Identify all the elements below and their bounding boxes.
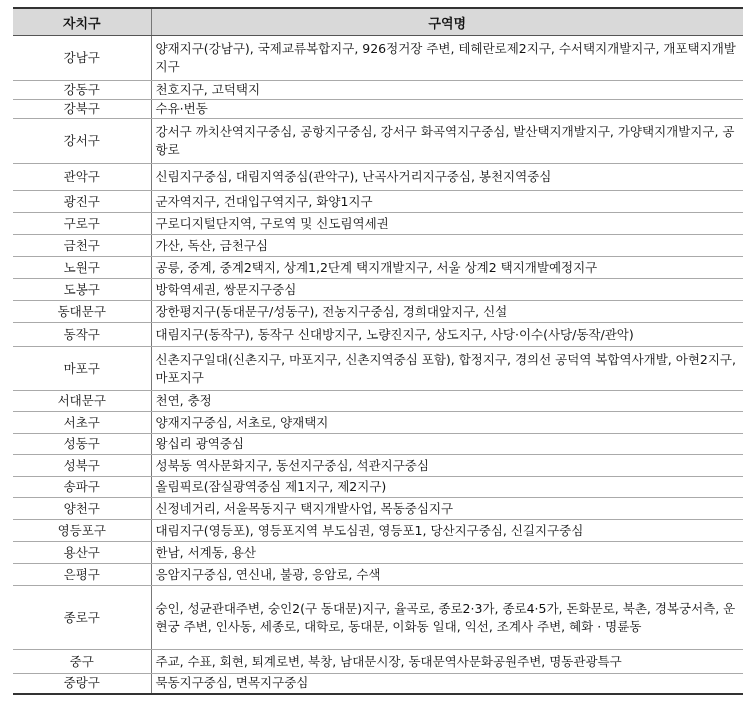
table-row: [13, 235, 743, 257]
district-cell: 서초구: [13, 412, 151, 434]
district-cell: 관악구: [13, 164, 151, 191]
zone-cell: 성북동 역사문화지구, 동선지구중심, 석관지구중심: [151, 455, 743, 477]
table-row: [13, 36, 743, 81]
table-row: [13, 477, 743, 498]
table-row: [13, 164, 743, 191]
zone-cell: 신정네거리, 서울목동지구 택지개발사업, 목동중심지구: [151, 498, 743, 520]
district-cell: 영등포구: [13, 520, 151, 542]
zone-cell: 대림지구(영등포), 영등포지역 부도심권, 영등포1, 당산지구중심, 신길지구중심: [151, 520, 743, 542]
district-cell: 종로구: [13, 586, 151, 650]
table-row: [13, 542, 743, 564]
district-cell: 중랑구: [13, 674, 151, 694]
district-cell: 강서구: [13, 119, 151, 164]
zone-cell: 주교, 수표, 회현, 퇴계로변, 북창, 남대문시장, 동대문역사문화공원주변, 명동관광특구: [151, 650, 743, 674]
zone-cell: 왕십리 광역중심: [151, 434, 743, 455]
district-cell: 노원구: [13, 257, 151, 279]
district-cell: 금천구: [13, 235, 151, 257]
zone-cell: 신림지구중심, 대림지역중심(관악구), 난곡사거리지구중심, 봉천지역중심: [151, 164, 743, 191]
zone-cell: 대림지구(동작구), 동작구 신대방지구, 노량진지구, 상도지구, 사당·이수(사당/동작/관악): [151, 323, 743, 347]
zone-cell: 올림픽로(잠실광역중심 제1지구, 제2지구): [151, 477, 743, 498]
district-zone-table: [13, 7, 743, 695]
zone-cell: 한남, 서계동, 용산: [151, 542, 743, 564]
table-row: [13, 119, 743, 164]
zone-cell: 군자역지구, 건대입구역지구, 화양1지구: [151, 191, 743, 213]
district-cell: 도봉구: [13, 279, 151, 301]
district-cell: 광진구: [13, 191, 151, 213]
district-cell: 강북구: [13, 100, 151, 119]
table-row: [13, 301, 743, 323]
district-cell: 서대문구: [13, 391, 151, 412]
table-row: [13, 455, 743, 477]
district-cell: 중구: [13, 650, 151, 674]
district-cell: 송파구: [13, 477, 151, 498]
table-row: [13, 520, 743, 542]
zone-cell: 양재지구중심, 서초로, 양재택지: [151, 412, 743, 434]
district-cell: 동작구: [13, 323, 151, 347]
district-cell: 강남구: [13, 36, 151, 81]
district-cell: 마포구: [13, 347, 151, 391]
header-zone: 구역명: [151, 8, 743, 36]
table-row: [13, 674, 743, 694]
table-row: [13, 564, 743, 586]
zone-cell: 양재지구(강남구), 국제교류복합지구, 926정거장 주변, 테헤란로제2지구, 수서택지개발지구, 개포택지개발지구: [151, 36, 743, 81]
zone-cell: 공릉, 중계, 중계2택지, 상계1,2단계 택지개발지구, 서울 상계2 택지개발예정지구: [151, 257, 743, 279]
table-row: [13, 100, 743, 119]
table-row: [13, 81, 743, 100]
district-cell: 강동구: [13, 81, 151, 100]
table-row: [13, 650, 743, 674]
zone-cell: 천호지구, 고덕택지: [151, 81, 743, 100]
zone-cell: 숭인, 성균관대주변, 숭인2(구 동대문)지구, 율곡로, 종로2·3가, 종로4·5가, 돈화문로, 북촌, 경복궁서측, 운현궁 주변, 인사동, 세종로, 대학로, 동대문, 이화동 일대, 익선, 조계사 주변, 혜화 · 명륜동: [151, 586, 743, 650]
district-cell: 은평구: [13, 564, 151, 586]
zone-cell: 강서구 까치산역지구중심, 공항지구중심, 강서구 화곡역지구중심, 발산택지개발지구, 가양택지개발지구, 공항로: [151, 119, 743, 164]
district-cell: 성북구: [13, 455, 151, 477]
table-row: [13, 347, 743, 391]
zone-cell: 구로디지털단지역, 구로역 및 신도림역세권: [151, 213, 743, 235]
zone-cell: 신촌지구일대(신촌지구, 마포지구, 신촌지역중심 포함), 합정지구, 경의선 공덕역 복합역사개발, 아현2지구, 마포지구: [151, 347, 743, 391]
district-cell: 성동구: [13, 434, 151, 455]
table-row: [13, 213, 743, 235]
zone-cell: 응암지구중심, 연신내, 불광, 응암로, 수색: [151, 564, 743, 586]
table-row: [13, 191, 743, 213]
table-row: [13, 323, 743, 347]
district-cell: 동대문구: [13, 301, 151, 323]
table-row: [13, 434, 743, 455]
zone-cell: 가산, 독산, 금천구심: [151, 235, 743, 257]
zone-cell: 방학역세권, 쌍문지구중심: [151, 279, 743, 301]
table-row: [13, 412, 743, 434]
table-row: [13, 498, 743, 520]
table-row: [13, 279, 743, 301]
zone-cell: 수유·번동: [151, 100, 743, 119]
table-header-row: [13, 8, 743, 36]
zone-cell: 천연, 충정: [151, 391, 743, 412]
district-cell: 용산구: [13, 542, 151, 564]
header-district: 자치구: [13, 8, 151, 36]
table-row: [13, 586, 743, 650]
zone-cell: 묵동지구중심, 면목지구중심: [151, 674, 743, 694]
district-cell: 양천구: [13, 498, 151, 520]
zone-cell: 장한평지구(동대문구/성동구), 전농지구중심, 경희대앞지구, 신설: [151, 301, 743, 323]
district-cell: 구로구: [13, 213, 151, 235]
table-row: [13, 391, 743, 412]
table-row: [13, 257, 743, 279]
